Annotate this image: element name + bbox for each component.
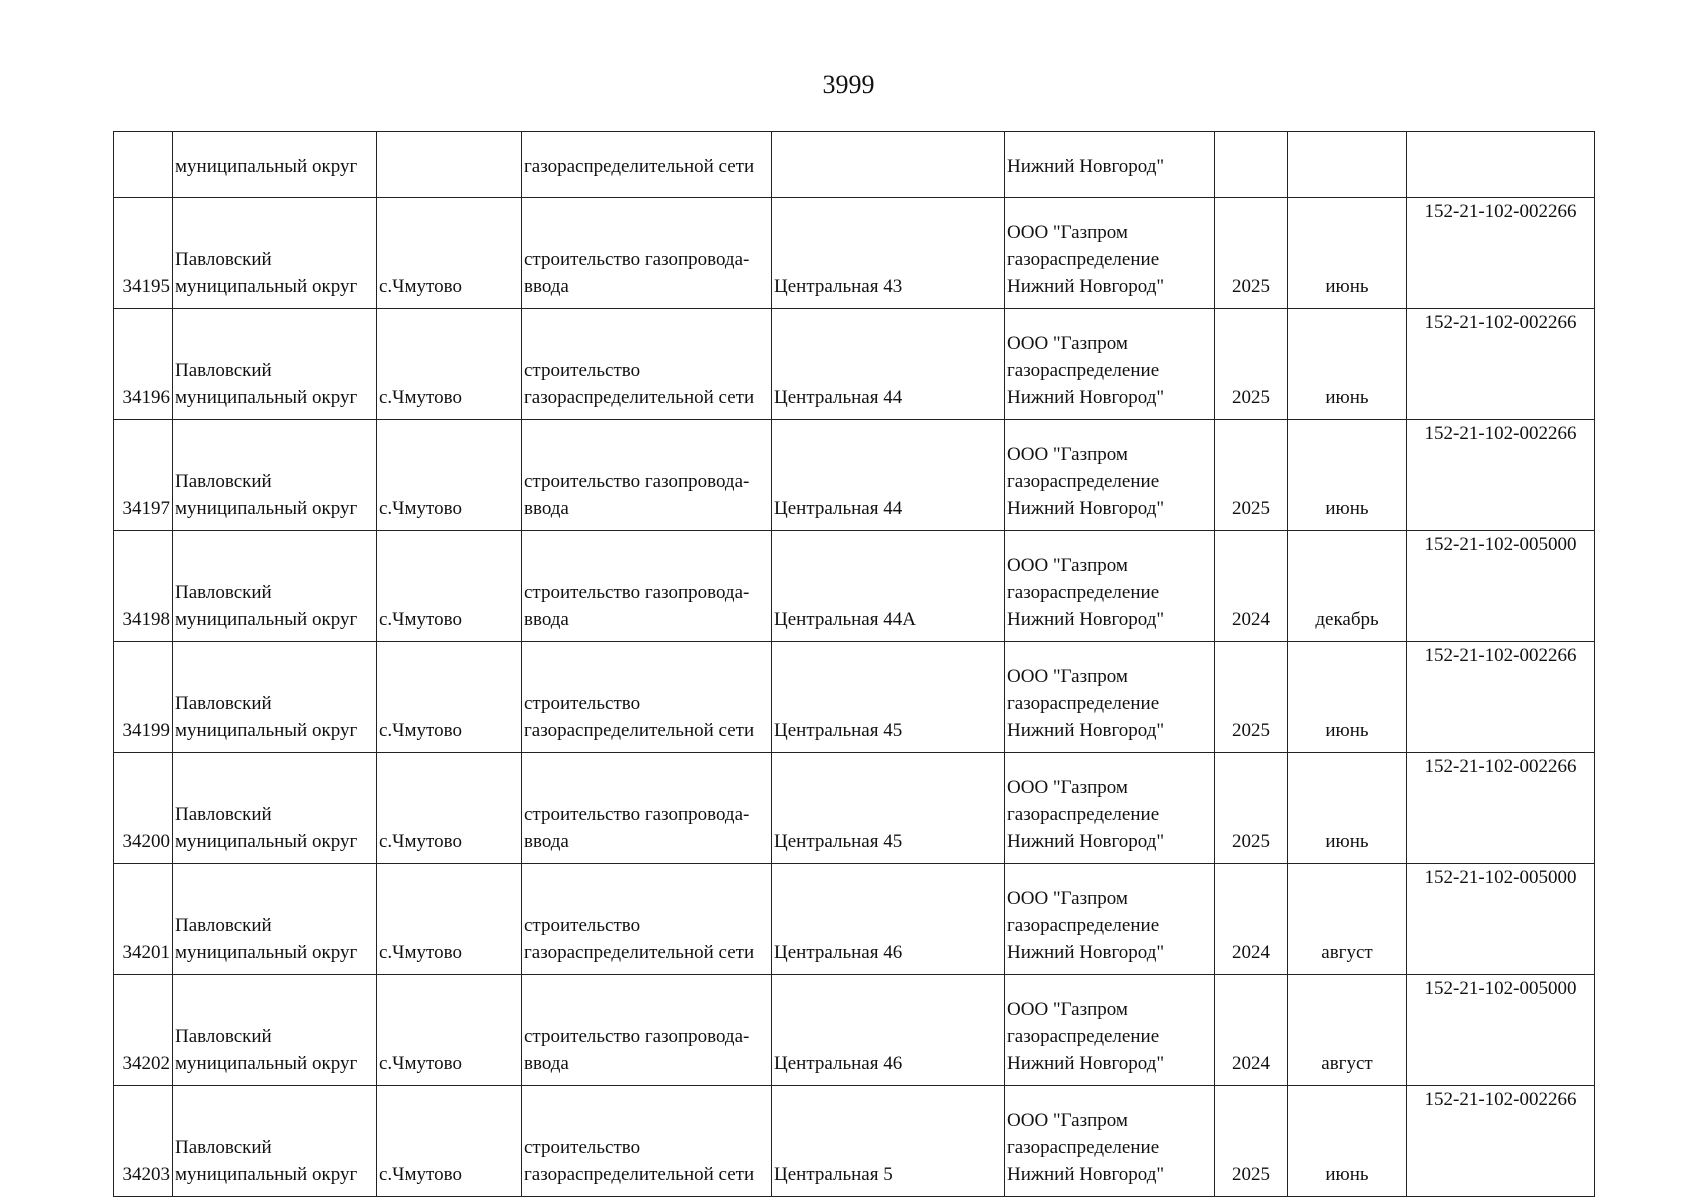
cell-year: 2025 xyxy=(1215,198,1288,309)
cell-line: газораспределение xyxy=(1007,360,1160,381)
cell-month: июнь xyxy=(1288,642,1407,753)
cell-month: июнь xyxy=(1288,753,1407,864)
cell-line: Нижний Новгород" xyxy=(1007,831,1165,852)
cell-num: 34202 xyxy=(114,975,173,1086)
cell-month: июнь xyxy=(1288,198,1407,309)
cell-month: июнь xyxy=(1288,420,1407,531)
cell-year: 2024 xyxy=(1215,975,1288,1086)
cell-line: Павловский xyxy=(175,1026,272,1047)
cell-line: строительство газопровода- xyxy=(524,249,750,270)
cell-address: Центральная 44 xyxy=(772,420,1005,531)
cell-year: 2025 xyxy=(1215,753,1288,864)
cell-year: 2025 xyxy=(1215,1086,1288,1197)
cell-address: Центральная 44А xyxy=(772,531,1005,642)
cell-work-type xyxy=(522,864,772,975)
cell-num: 34203 xyxy=(114,1086,173,1197)
page-number: 3999 xyxy=(822,70,875,99)
cell-work-type xyxy=(522,975,772,1086)
cell-settlement: с.Чмутово xyxy=(377,198,522,309)
cell-line: Павловский xyxy=(175,915,272,936)
cell-code: 152-21-102-002266 xyxy=(1407,309,1595,420)
cell-address: Центральная 45 xyxy=(772,642,1005,753)
cell-month: август xyxy=(1288,864,1407,975)
cell-line: ООО "Газпром xyxy=(1007,555,1128,576)
cell-line: газораспределительной сети xyxy=(524,720,755,741)
cell-line: газораспределительной сети xyxy=(524,1164,755,1185)
cell-district xyxy=(173,975,377,1086)
cell-month: август xyxy=(1288,975,1407,1086)
cell-line: ввода xyxy=(524,831,569,852)
cell-line: строительство xyxy=(524,915,641,936)
cell-work-type xyxy=(522,642,772,753)
cell-line: муниципальный округ xyxy=(175,276,358,297)
cell-work-type: газораспределительной сети xyxy=(522,132,772,198)
cell-organization xyxy=(1005,642,1215,753)
cell-line: муниципальный округ xyxy=(175,498,358,519)
cell-address xyxy=(772,132,1005,198)
cell-line: ООО "Газпром xyxy=(1007,888,1128,909)
cell-line: Павловский xyxy=(175,582,272,603)
table-row xyxy=(114,420,1595,531)
cell-organization xyxy=(1005,753,1215,864)
cell-address: Центральная 46 xyxy=(772,975,1005,1086)
cell-district xyxy=(173,420,377,531)
cell-line: ООО "Газпром xyxy=(1007,444,1128,465)
cell-organization xyxy=(1005,1086,1215,1197)
cell-district xyxy=(173,753,377,864)
cell-line: строительство xyxy=(524,1137,641,1158)
cell-year: 2024 xyxy=(1215,864,1288,975)
cell-num xyxy=(114,132,173,198)
table-row xyxy=(114,1086,1595,1197)
cell-line: Павловский xyxy=(175,471,272,492)
cell-organization: Нижний Новгород" xyxy=(1005,132,1215,198)
cell-line: ООО "Газпром xyxy=(1007,222,1128,243)
cell-settlement: с.Чмутово xyxy=(377,864,522,975)
cell-line: муниципальный округ xyxy=(175,1053,358,1074)
cell-district xyxy=(173,198,377,309)
cell-settlement: с.Чмутово xyxy=(377,420,522,531)
cell-year: 2025 xyxy=(1215,309,1288,420)
cell-line: муниципальный округ xyxy=(175,1164,358,1185)
cell-line: Нижний Новгород" xyxy=(1007,609,1165,630)
cell-work-type xyxy=(522,1086,772,1197)
table-row xyxy=(114,642,1595,753)
cell-address: Центральная 44 xyxy=(772,309,1005,420)
cell-line: газораспределение xyxy=(1007,804,1160,825)
cell-line: строительство газопровода- xyxy=(524,804,750,825)
cell-line: газораспределительной сети xyxy=(524,942,755,963)
cell-code xyxy=(1407,132,1595,198)
cell-line: муниципальный округ xyxy=(175,831,358,852)
cell-organization xyxy=(1005,309,1215,420)
cell-month: июнь xyxy=(1288,309,1407,420)
cell-organization xyxy=(1005,864,1215,975)
cell-code: 152-21-102-005000 xyxy=(1407,531,1595,642)
cell-line: строительство xyxy=(524,360,641,381)
cell-district xyxy=(173,642,377,753)
cell-settlement: с.Чмутово xyxy=(377,309,522,420)
cell-code: 152-21-102-005000 xyxy=(1407,864,1595,975)
table-row xyxy=(114,753,1595,864)
cell-line: Павловский xyxy=(175,360,272,381)
cell-work-type xyxy=(522,420,772,531)
table-row xyxy=(114,864,1595,975)
cell-district xyxy=(173,531,377,642)
cell-line: муниципальный округ xyxy=(175,720,358,741)
cell-line: Нижний Новгород" xyxy=(1007,942,1165,963)
cell-line: газораспределение xyxy=(1007,915,1160,936)
cell-settlement: с.Чмутово xyxy=(377,642,522,753)
cell-line: ООО "Газпром xyxy=(1007,777,1128,798)
cell-line: строительство газопровода- xyxy=(524,1026,750,1047)
cell-code: 152-21-102-002266 xyxy=(1407,1086,1595,1197)
cell-num: 34199 xyxy=(114,642,173,753)
cell-month: июнь xyxy=(1288,1086,1407,1197)
cell-work-type xyxy=(522,198,772,309)
cell-num: 34197 xyxy=(114,420,173,531)
cell-month: декабрь xyxy=(1288,531,1407,642)
cell-code: 152-21-102-002266 xyxy=(1407,198,1595,309)
table-body xyxy=(114,132,1595,1197)
cell-work-type xyxy=(522,309,772,420)
cell-code: 152-21-102-005000 xyxy=(1407,975,1595,1086)
cell-district xyxy=(173,864,377,975)
cell-line: Нижний Новгород" xyxy=(1007,387,1165,408)
cell-num: 34200 xyxy=(114,753,173,864)
cell-organization xyxy=(1005,198,1215,309)
cell-line: Павловский xyxy=(175,693,272,714)
cell-line: строительство газопровода- xyxy=(524,471,750,492)
table-row xyxy=(114,198,1595,309)
cell-line: газораспределительной сети xyxy=(524,387,755,408)
cell-year: 2025 xyxy=(1215,420,1288,531)
cell-line: строительство xyxy=(524,693,641,714)
table-row xyxy=(114,975,1595,1086)
table-row xyxy=(114,531,1595,642)
cell-year xyxy=(1215,132,1288,198)
cell-address: Центральная 46 xyxy=(772,864,1005,975)
cell-line: Нижний Новгород" xyxy=(1007,720,1165,741)
cell-organization xyxy=(1005,531,1215,642)
cell-line: Нижний Новгород" xyxy=(1007,498,1165,519)
cell-num: 34196 xyxy=(114,309,173,420)
cell-line: ООО "Газпром xyxy=(1007,1110,1128,1131)
cell-num: 34198 xyxy=(114,531,173,642)
cell-year: 2024 xyxy=(1215,531,1288,642)
cell-district: муниципальный округ xyxy=(173,132,377,198)
cell-line: Нижний Новгород" xyxy=(1007,276,1165,297)
cell-year: 2025 xyxy=(1215,642,1288,753)
cell-line: муниципальный округ xyxy=(175,609,358,630)
continuation-row xyxy=(114,132,1595,198)
cell-line: газораспределение xyxy=(1007,471,1160,492)
cell-month xyxy=(1288,132,1407,198)
cell-line: ввода xyxy=(524,498,569,519)
cell-line: ввода xyxy=(524,1053,569,1074)
cell-settlement: с.Чмутово xyxy=(377,753,522,864)
cell-line: газораспределение xyxy=(1007,1137,1160,1158)
cell-settlement xyxy=(377,132,522,198)
cell-line: Павловский xyxy=(175,804,272,825)
cell-line: газораспределение xyxy=(1007,582,1160,603)
cell-line: газораспределение xyxy=(1007,1026,1160,1047)
cell-line: Павловский xyxy=(175,1137,272,1158)
cell-settlement: с.Чмутово xyxy=(377,975,522,1086)
cell-address: Центральная 5 xyxy=(772,1086,1005,1197)
cell-line: ООО "Газпром xyxy=(1007,999,1128,1020)
cell-organization xyxy=(1005,975,1215,1086)
cell-num: 34195 xyxy=(114,198,173,309)
cell-line: строительство газопровода- xyxy=(524,582,750,603)
cell-line: газораспределение xyxy=(1007,249,1160,270)
cell-line: газораспределение xyxy=(1007,693,1160,714)
cell-district xyxy=(173,309,377,420)
cell-code: 152-21-102-002266 xyxy=(1407,642,1595,753)
table-row xyxy=(114,309,1595,420)
cell-settlement: с.Чмутово xyxy=(377,531,522,642)
cell-line: Нижний Новгород" xyxy=(1007,1053,1165,1074)
cell-line: ООО "Газпром xyxy=(1007,333,1128,354)
cell-address: Центральная 45 xyxy=(772,753,1005,864)
cell-line: муниципальный округ xyxy=(175,387,358,408)
cell-line: ООО "Газпром xyxy=(1007,666,1128,687)
cell-settlement: с.Чмутово xyxy=(377,1086,522,1197)
cell-line: Нижний Новгород" xyxy=(1007,1164,1165,1185)
register-table xyxy=(113,131,1595,1197)
cell-num: 34201 xyxy=(114,864,173,975)
cell-code: 152-21-102-002266 xyxy=(1407,753,1595,864)
cell-code: 152-21-102-002266 xyxy=(1407,420,1595,531)
cell-line: ввода xyxy=(524,276,569,297)
cell-line: муниципальный округ xyxy=(175,942,358,963)
cell-district xyxy=(173,1086,377,1197)
cell-line: ввода xyxy=(524,609,569,630)
cell-work-type xyxy=(522,531,772,642)
cell-address: Центральная 43 xyxy=(772,198,1005,309)
cell-line: Павловский xyxy=(175,249,272,270)
cell-work-type xyxy=(522,753,772,864)
cell-organization xyxy=(1005,420,1215,531)
